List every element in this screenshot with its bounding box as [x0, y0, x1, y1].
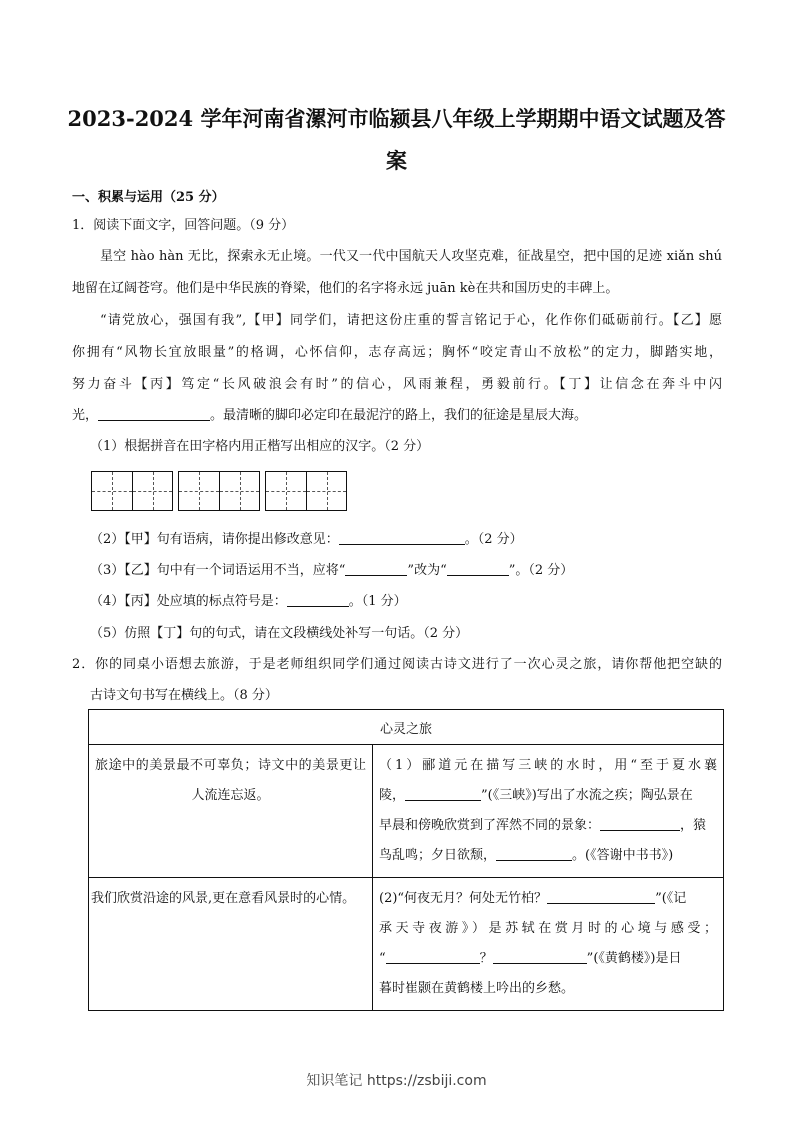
grid-cell[interactable] — [179, 472, 219, 510]
grid-cell[interactable] — [92, 472, 132, 510]
question-text: （2）【甲】句有语病，请你提出修改意见： — [90, 532, 339, 547]
q1-sub1: （1）根据拼音在田字格内用正楷写出相应的汉字。（2 分） — [90, 439, 430, 454]
cell-text: ”(《记 — [655, 891, 687, 906]
cell-line — [373, 811, 723, 841]
cell-text: 陵， — [379, 788, 406, 803]
q1-sub4 — [90, 592, 407, 612]
cell-line — [373, 841, 723, 871]
fill-blank[interactable] — [405, 786, 481, 801]
q2-stem-line1: 2．你的同桌小语想去旅游，于是老师组织同学们通过阅读古诗文进行了一次心灵之旅，请你帮他把空缺的 — [72, 657, 722, 672]
footer-watermark: 知识笔记 https://zsbiji.com — [306, 1073, 487, 1089]
cell-text: ？ — [479, 951, 493, 966]
writing-grid — [265, 471, 347, 511]
grid-cell[interactable] — [219, 472, 259, 510]
grid-cell[interactable] — [132, 472, 172, 510]
cell-text: ”(《黄鹤楼》)是日 — [586, 951, 682, 966]
cell-text: 鸟乱鸣；夕日欲颓， — [379, 848, 497, 863]
passage-text: 。最清晰的脚印必定印在最泥泞的路上，我们的征途是星辰大海。 — [210, 408, 588, 423]
cell-text: “ — [379, 951, 386, 966]
cell-line — [373, 944, 723, 974]
page-title-line1: 2023-2024 学年河南省漯河市临颍县八年级上学期期中语文试题及答 — [67, 106, 726, 131]
writing-grid — [178, 471, 260, 511]
fill-blank[interactable] — [547, 889, 655, 904]
cell-text: 早晨和傍晚欣赏到了浑然不同的景象： — [379, 818, 601, 833]
fill-blank[interactable] — [287, 592, 349, 607]
cell-line — [373, 884, 723, 914]
q1-passage-line: 地留在辽阔苍穹。他们是中华民族的脊梁，他们的名字将永远 juān kè在共和国历史的丰碑上。 — [72, 281, 619, 296]
fill-blank[interactable] — [447, 561, 509, 576]
grid-cell[interactable] — [266, 472, 306, 510]
fill-blank[interactable] — [496, 846, 572, 861]
q1-sub5: （5）仿照【丁】句的句式，请在文段横线处补写一句话。（2 分） — [90, 626, 469, 641]
poem-table — [88, 709, 724, 1011]
question-text: （3）【乙】句中有一个词语运用不当，应将“ — [90, 563, 346, 578]
fill-blank[interactable] — [386, 949, 480, 964]
table-cell-left — [89, 745, 373, 878]
cell-line: 旅途中的美景最不可辜负；诗文中的美景更让 — [95, 758, 366, 773]
q1-sub2 — [90, 530, 523, 550]
q1-stem: 1．阅读下面文字，回答问题。（9 分） — [72, 218, 295, 233]
q1-passage-line: 星空 hào hàn 无比，探索永无止境。一代又一代中国航天人攻坚克难，征战星空，把中国的足迹 xiǎn shú — [100, 249, 722, 264]
question-text: （4）【丙】处应填的标点符号是： — [90, 594, 287, 609]
cell-line: （1）郦道元在描写三峡的水时，用“至于夏水襄 — [379, 758, 717, 773]
section-heading: 一、积累与运用（25 分） — [72, 190, 225, 205]
table-cell-right — [373, 745, 724, 878]
table-title: 心灵之旅 — [89, 710, 724, 745]
passage-text: 光， — [72, 408, 99, 423]
cell-line — [373, 781, 723, 811]
cell-text: ”(《三峡》)写出了水流之疾；陶弘景在 — [481, 788, 693, 803]
cell-text: ，猿 — [680, 818, 707, 833]
cell-line: 暮时崔颢在黄鹤楼上吟出的乡愁。 — [379, 981, 575, 996]
table-cell-left — [89, 878, 373, 1011]
question-text: 。（2 分） — [464, 532, 523, 547]
q1-passage-line: 你拥有“风物长宜放眼量”的格调，心怀信仰，志存高远；胸怀“咬定青山不放松”的定力，脚踏实地， — [72, 345, 722, 360]
fill-blank[interactable] — [345, 561, 407, 576]
cell-text: (2)“何夜无月？何处无竹柏？ — [379, 891, 548, 906]
q1-passage-line — [72, 406, 587, 426]
fill-blank[interactable] — [339, 530, 465, 545]
fill-blank[interactable] — [600, 816, 680, 831]
cell-line: 人流连忘返。 — [191, 788, 270, 803]
table-cell-right — [373, 878, 724, 1011]
fill-blank[interactable] — [493, 949, 587, 964]
question-text: 。（1 分） — [348, 594, 407, 609]
question-text: ”。（2 分） — [508, 563, 574, 578]
fill-blank[interactable] — [98, 406, 210, 421]
cell-text: 。(《答谢中书书》) — [572, 848, 674, 863]
q2-stem-line2: 古诗文句书写在横线上。（8 分） — [90, 688, 278, 703]
cell-line: 承天寺夜游》）是苏轼在赏月时的心境与感受； — [379, 921, 717, 936]
page-title-line2: 案 — [386, 148, 407, 173]
question-text: ”改为“ — [407, 563, 447, 578]
cell-line: 我们欣赏沿途的风景,更在意看风景时的心情。 — [91, 891, 356, 906]
q1-sub3 — [90, 561, 573, 581]
q1-passage-line: 努力奋斗【丙】笃定“长风破浪会有时”的信心，风雨兼程，勇毅前行。【丁】让信念在奔斗中闪 — [72, 377, 722, 392]
writing-grid — [91, 471, 173, 511]
q1-passage-line: “请党放心，强国有我”,【甲】同学们，请把这份庄重的誓言铭记于心，化作你们砥砺前行。【乙】愿 — [100, 313, 722, 328]
grid-cell[interactable] — [306, 472, 346, 510]
